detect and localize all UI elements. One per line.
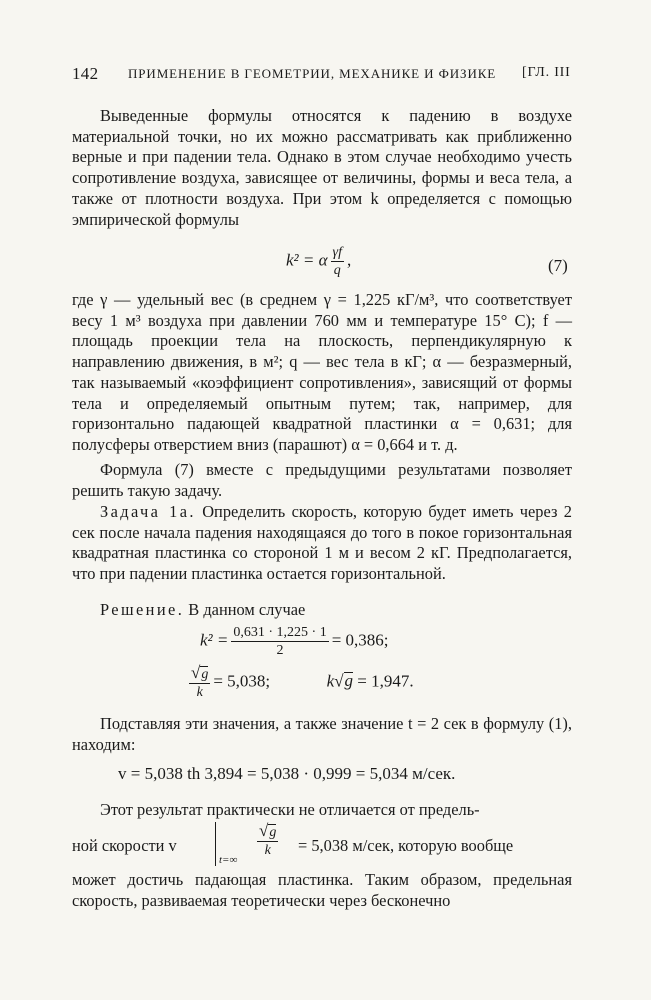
evaluation-bar — [215, 822, 216, 866]
result-pre: ной скорости v — [72, 836, 177, 855]
paragraph-solution — [72, 600, 572, 621]
sqrt-icon: √ — [259, 821, 269, 840]
eq-ratio-fraction — [189, 664, 210, 701]
paragraph-result-line1: Этот результат практически не отличается от предель- — [100, 800, 480, 819]
eq-k2-numerator: 0,631 · 1,225 · 1 — [233, 625, 327, 640]
eq7-lhs: k² = α — [286, 250, 328, 270]
running-header — [72, 64, 592, 88]
sqrt-icon: √ — [334, 671, 344, 691]
task-text: Определить скорость, которую будет иметь через 2 сек после начала падения находящаяся до того в покое горизонтальная квадратная пластинка со стороной 1 м и весом 2 кГ. Предполагается, что при падении пластинка остается горизонтальной. — [72, 502, 572, 584]
result-numerator: g — [269, 825, 277, 840]
equation-number-7: (7) — [548, 256, 568, 275]
result-post: = 5,038 м/сек, которую вообще — [298, 836, 514, 855]
eq-ratio2-pre: k — [326, 671, 335, 691]
eq-k2-fraction — [231, 624, 328, 659]
task-label: Задача 1а. — [100, 502, 196, 521]
eq-ratio2-value: = 1,947. — [357, 671, 414, 691]
paragraph-definitions: где γ — удельный вес (в среднем γ = 1,225 кГ/м³, что соответствует весу 1 м³ воздуха при давлении 760 мм и температуре 15° С); f — площадь проекции тела на плоскость, перпендикулярную к направлению движения, в м²; q — вес тела в кГ; α — безразмерный, так называемый «коэффициент сопротивления», зависящий от формы тела и определяемый опытным путем; так, например, для горизонтально падающей квадратной пластинки α = 0,631; для полусферы отверстием вниз (парашют) α = 0,664 и т. д. — [72, 290, 572, 454]
equation-7 — [286, 244, 351, 279]
paragraph-task — [72, 502, 572, 585]
result-denominator: k — [264, 843, 271, 858]
running-title: ПРИМЕНЕНИЕ В ГЕОМЕТРИИ, МЕХАНИКЕ И ФИЗИКЕ — [128, 66, 497, 81]
eq7-fraction — [331, 244, 344, 279]
eq-k2-denominator: 2 — [276, 643, 284, 658]
result-fraction — [257, 822, 278, 859]
eq-ratio-rhs: = 5,038; — [213, 671, 271, 691]
eq7-numerator: γf — [332, 245, 342, 260]
equation-v: v = 5,038 th 3,894 = 5,038 · 0,999 = 5,034 м/сек. — [118, 764, 456, 783]
paragraph-intro: Выведенные формулы относятся к падению в воздухе материальной точки, но их можно рассматривать как приближенно верные и при падении тела. Однако в этом случае необходимо учесть сопротивление воздуха, зависящее от величины, формы и веса тела, а также от плотности воздуха. При этом k определяется с помощью эмпирической формулы — [72, 106, 572, 229]
result-subscript: t=∞ — [219, 854, 238, 866]
eq7-tail: , — [346, 250, 352, 270]
equation-k2 — [200, 624, 389, 659]
paragraph-formula-use: Формула (7) вместе с предыдущими результатами позволяет решить такую задачу. — [72, 460, 572, 500]
paragraph-result-rest: может достичь падающая пластинка. Таким образом, предельная скорость, развиваемая теоретически через бесконечно — [72, 870, 572, 910]
result-numerator-box — [257, 822, 278, 842]
chapter-label: [ГЛ. III — [522, 65, 571, 80]
eq-ratio2-radicand: g — [344, 671, 354, 691]
equation-ratio — [186, 664, 414, 701]
eq-ratio-numerator-box — [189, 664, 210, 684]
eq-ratio-numerator: g — [201, 667, 209, 682]
sqrt-icon: √ — [191, 663, 201, 682]
page-number: 142 — [72, 64, 99, 83]
solution-label: Решение. — [100, 600, 185, 619]
eq-ratio-denominator: k — [196, 685, 203, 700]
eq-k2-rhs: = 0,386; — [331, 630, 389, 650]
solution-text: В данном случае — [188, 600, 306, 619]
eq-k2-lhs: k² = — [200, 630, 229, 650]
paragraph-result-line2 — [72, 818, 572, 868]
paragraph-substitution: Подставляя эти значения, а также значение t = 2 сек в формулу (1), находим: — [72, 714, 572, 754]
eq7-denominator: q — [333, 263, 341, 278]
